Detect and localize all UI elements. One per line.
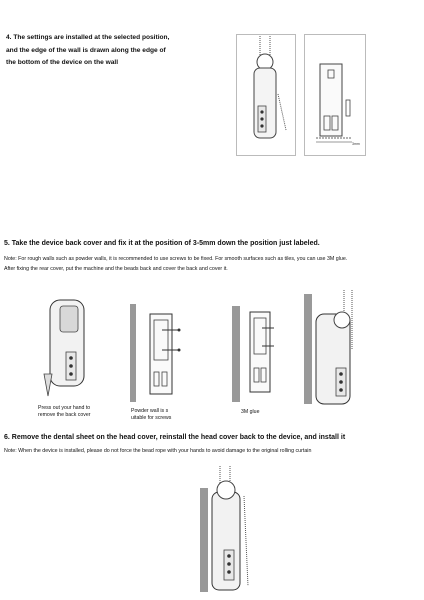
step5-title: 5. Take the device back cover and fix it at the position of 3-5mm down the position just labeled.	[4, 240, 320, 247]
step6-note: Note: When the device is installed, please do not force the bead rope with your hands to avoid damage to the original rolling curtain	[4, 448, 312, 454]
caption-remove-cover	[38, 405, 98, 419]
caption-remove-cover-line1: Press out your hand to	[38, 405, 91, 411]
step4-wall-mark-figure	[304, 34, 366, 156]
step4-line2: and the edge of the wall is drawn along the edge of	[6, 46, 166, 54]
caption-screws-line1: Powder wall is s	[131, 408, 169, 414]
mm-label: 3mm	[352, 142, 360, 146]
caption-glue: 3M glue	[241, 409, 260, 415]
caption-screws	[131, 408, 191, 422]
step5-screw-figure	[128, 302, 186, 404]
step6-install-figure	[196, 466, 252, 596]
step6-title: 6. Remove the dental sheet on the head cover, reinstall the head cover back to the device, and install it	[4, 434, 346, 441]
caption-remove-cover-line2: remove the back cover	[38, 412, 91, 418]
step5-reinstall-figure	[300, 290, 360, 408]
step4-line3: the bottom of the device on the wall	[6, 59, 119, 66]
caption-screws-line2: uitable for screws	[131, 415, 172, 421]
step4-text	[6, 32, 206, 70]
step5-note1: Note: For rough walls such as powder walls, it is recommended to use screws to be fixed. For smooth surfaces such as tiles, you can use 3M glue.	[4, 256, 348, 262]
step5-glue-figure	[228, 304, 280, 404]
step5-remove-cover-figure	[36, 296, 94, 400]
step4-device-figure	[236, 34, 296, 156]
step4-line1: 4. The settings are installed at the selected position,	[6, 34, 170, 41]
step5-note2: After fixing the rear cover, put the machine and the beads back and cover the back and cover it.	[4, 266, 228, 272]
